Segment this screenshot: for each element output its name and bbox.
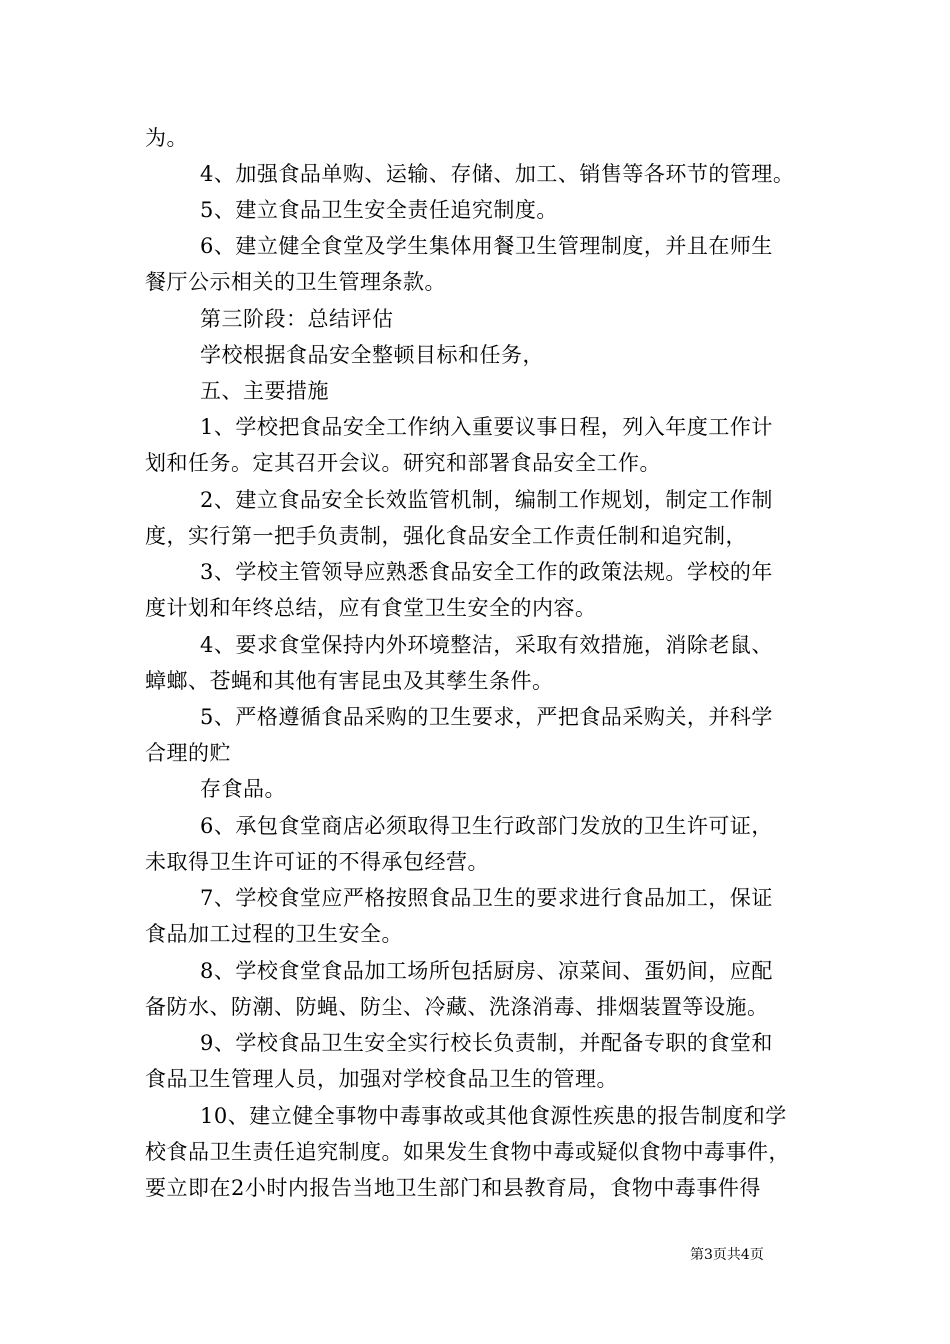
- text-line: 合理的贮: [145, 741, 231, 765]
- text-line: 为。: [145, 126, 188, 150]
- text-line: 校食品卫生责任追究制度。如果发生食物中毒或疑似食物中毒事件，: [145, 1140, 790, 1164]
- text-line: 餐厅公示相关的卫生管理条款。: [145, 270, 446, 294]
- text-line: 备防水、防潮、防蝇、防尘、冷藏、洗涤消毒、排烟装置等设施。: [145, 995, 769, 1019]
- text-line: 2、建立食品安全长效监管机制，编制工作规划，制定工作制: [200, 488, 773, 512]
- text-line: 度，实行第一把手负责制，强化食品安全工作责任制和追究制，: [145, 524, 747, 548]
- text-line: 1、学校把食品安全工作纳入重要议事日程，列入年度工作计: [200, 415, 773, 439]
- text-line: 未取得卫生许可证的不得承包经营。: [145, 850, 489, 874]
- text-line: 蟑螂、苍蝇和其他有害昆虫及其孳生条件。: [145, 669, 554, 693]
- text-line: 6、建立健全食堂及学生集体用餐卫生管理制度，并且在师生: [200, 234, 773, 258]
- text-line: 存食品。: [200, 777, 286, 801]
- text-line: 5、严格遵循食品采购的卫生要求，严把食品采购关，并科学: [200, 705, 773, 729]
- text-line: 划和任务。定其召开会议。研究和部署食品安全工作。: [145, 451, 661, 475]
- section-heading: 五、主要措施: [200, 379, 329, 403]
- text-line: 要立即在2小时内报告当地卫生部门和县教育局，食物中毒事件得: [145, 1176, 761, 1200]
- text-line: 10、建立健全事物中毒事故或其他食源性疾患的报告制度和学: [200, 1104, 787, 1128]
- text-line: 食品卫生管理人员，加强对学校食品卫生的管理。: [145, 1067, 618, 1091]
- text-line: 3、学校主管领导应熟悉食品安全工作的政策法规。学校的年: [200, 560, 773, 584]
- text-line: 6、承包食堂商店必须取得卫生行政部门发放的卫生许可证，: [200, 814, 773, 838]
- text-line: 9、学校食品卫生安全实行校长负责制，并配备专职的食堂和: [200, 1031, 773, 1055]
- section-heading: 第三阶段：总结评估: [200, 307, 394, 331]
- page-number: 第3页共4页: [690, 1247, 764, 1263]
- text-line: 食品加工过程的卫生安全。: [145, 922, 403, 946]
- text-line: 7、学校食堂应严格按照食品卫生的要求进行食品加工，保证: [200, 886, 773, 910]
- text-line: 学校根据食品安全整顿目标和任务，: [200, 343, 544, 367]
- text-line: 4、要求食堂保持内外环境整洁，采取有效措施，消除老鼠、: [200, 633, 773, 657]
- text-line: 度计划和年终总结，应有食堂卫生安全的内容。: [145, 596, 597, 620]
- text-line: 4、加强食品单购、运输、存储、加工、销售等各环节的管理。: [200, 162, 795, 186]
- text-line: 8、学校食堂食品加工场所包括厨房、凉菜间、蛋奶间，应配: [200, 959, 773, 983]
- text-line: 5、建立食品卫生安全责任追究制度。: [200, 198, 558, 222]
